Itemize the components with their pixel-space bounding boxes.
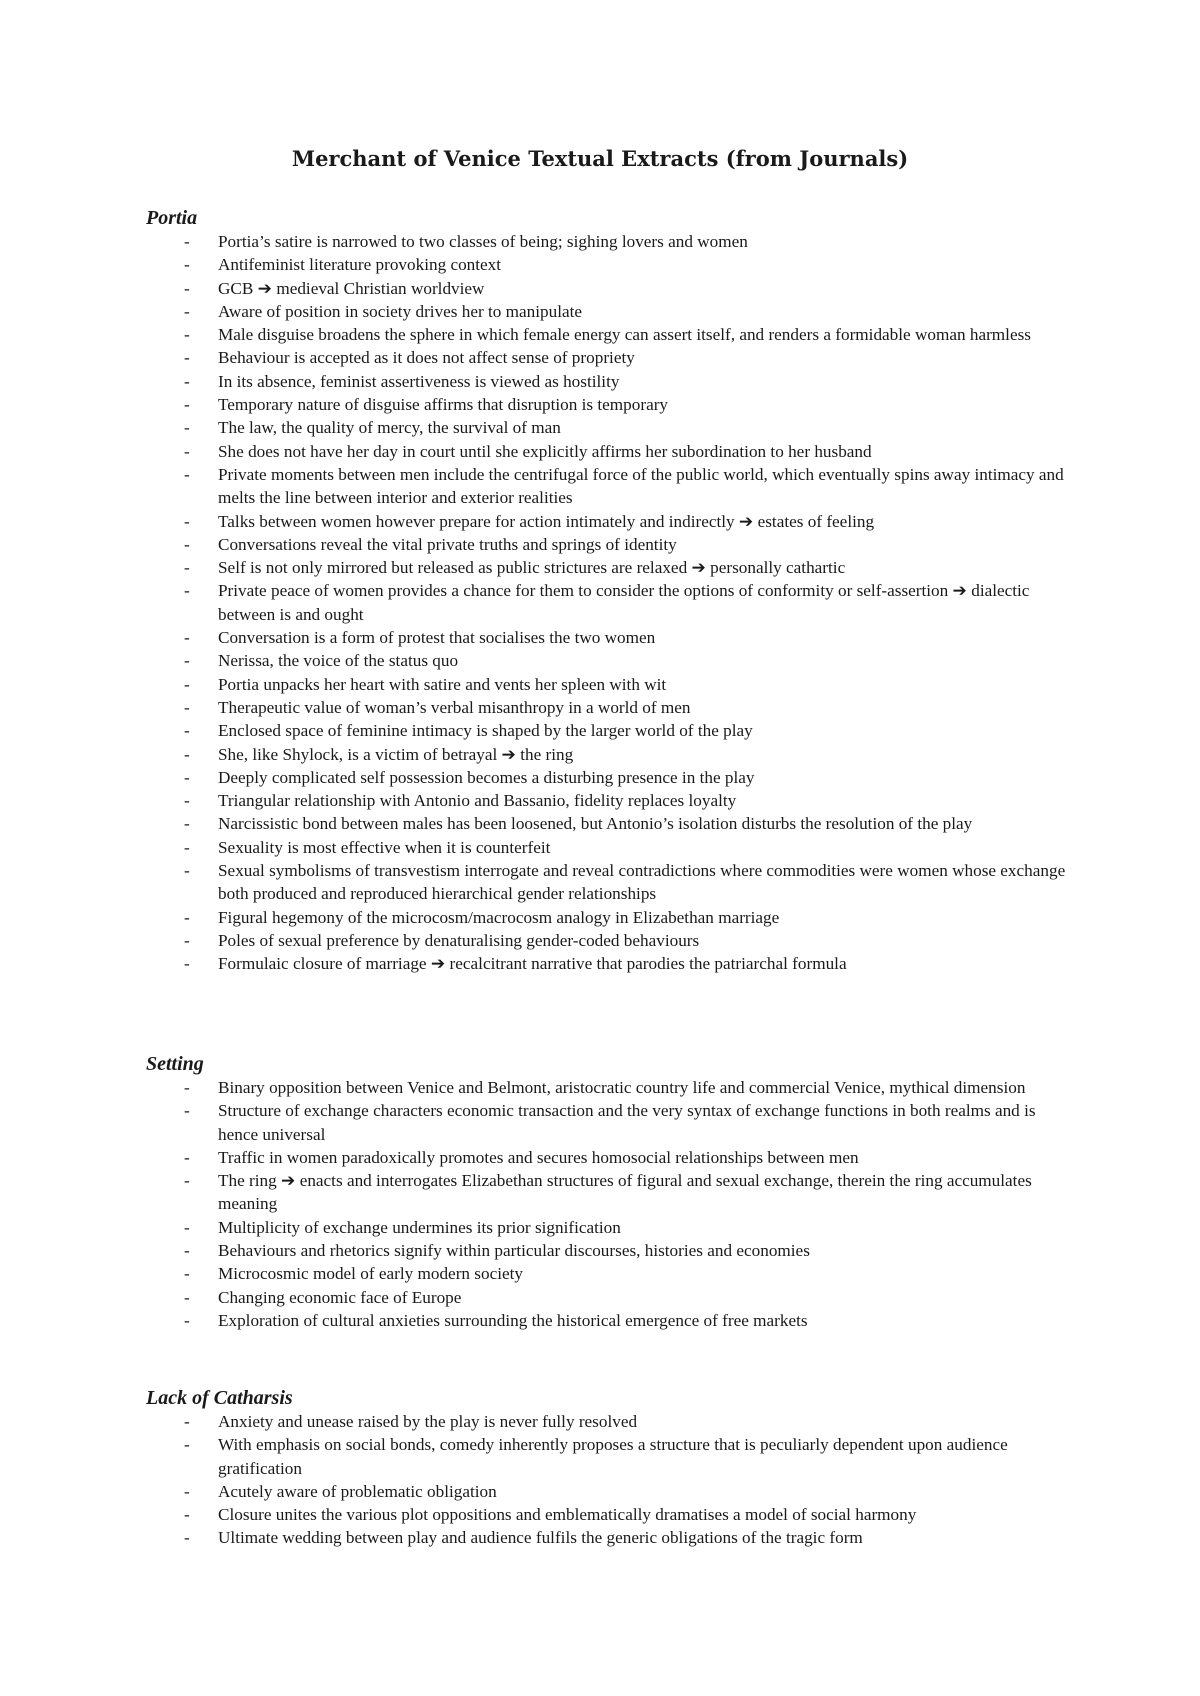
list-item-text: Conversations reveal the vital private truths and springs of identity [218,534,677,554]
section-heading-portia: Portia [146,207,198,229]
list-item-text: GCB ➔ medieval Christian worldview [218,278,485,298]
list-item-text: The ring ➔ enacts and interrogates Elizabethan structures of figural and sexual exchange, therein the ring accumulates meaning [218,1171,1032,1214]
list-item-text: Portia unpacks her heart with satire and vents her spleen with wit [218,674,667,694]
list-item [146,952,1066,975]
bullet-dash-icon: - [184,651,190,671]
section-lack-of-catharsis [146,1386,1066,1550]
document-title: Merchant of Venice Textual Extracts (from Journals) [291,146,909,171]
list-item [146,370,1066,393]
list-item [146,440,1066,463]
list-item-text: Sexuality is most effective when it is counterfeit [218,837,551,857]
list-item-text: Ultimate wedding between play and audience fulfils the generic obligations of the tragic form [218,1528,863,1548]
bullet-dash-icon: - [184,1481,190,1501]
bullet-dash-icon: - [184,558,190,578]
list-item-text: Triangular relationship with Antonio and Bassanio, fidelity replaces loyalty [218,791,737,811]
bullet-dash-icon: - [184,1217,190,1237]
list-item-text: Formulaic closure of marriage ➔ recalcitrant narrative that parodies the patriarchal formula [218,954,847,974]
catharsis-bullet-list [146,1410,1066,1550]
list-item-text: Male disguise broadens the sphere in which female energy can assert itself, and renders a formidable woman harmless [218,325,1031,345]
bullet-dash-icon: - [184,930,190,950]
list-item [146,1503,1066,1526]
list-item-text: Anxiety and unease raised by the play is never fully resolved [218,1412,638,1431]
list-item-text: Private moments between men include the centrifugal force of the public world, which eventually spins away intimacy and melts the line between interior and exterior realities [218,464,1064,508]
list-item-text: Traffic in women paradoxically promotes and secures homosocial relationships between men [218,1147,859,1167]
bullet-dash-icon: - [184,278,190,298]
list-item-text: She does not have her day in court until she explicitly affirms her subordination to her husband [218,441,872,461]
list-item [146,859,1066,906]
section-portia [146,206,1066,976]
list-item [146,510,1066,533]
list-item [146,1433,1066,1480]
list-item [146,673,1066,696]
list-item-text: Temporary nature of disguise affirms that disruption is temporary [218,395,669,415]
list-item [146,719,1066,742]
list-item [146,416,1066,439]
list-item-text: Narcissistic bond between males has been loosened, but Antonio’s isolation disturbs the resolution of the play [218,814,973,834]
list-item-text: Binary opposition between Venice and Belmont, aristocratic country life and commercial Venice, mythical dimension [218,1078,1026,1097]
list-item [146,253,1066,276]
list-item [146,346,1066,369]
bullet-dash-icon: - [184,395,190,415]
list-item [146,929,1066,952]
bullet-dash-icon: - [184,721,190,741]
list-item [146,1286,1066,1309]
section-setting [146,1052,1066,1332]
bullet-dash-icon: - [184,1264,190,1284]
bullet-dash-icon: - [184,348,190,368]
list-item [146,626,1066,649]
list-item-text: Self is not only mirrored but released as public strictures are relaxed ➔ personally cathartic [218,558,846,578]
bullet-dash-icon: - [184,232,190,251]
bullet-dash-icon: - [184,534,190,554]
bullet-dash-icon: - [184,1528,190,1548]
bullet-dash-icon: - [184,791,190,811]
list-item-text: Microcosmic model of early modern society [218,1264,523,1284]
list-item [146,1410,1066,1433]
bullet-dash-icon: - [184,674,190,694]
bullet-dash-icon: - [184,1435,190,1455]
bullet-dash-icon: - [184,1310,190,1330]
list-item [146,743,1066,766]
bullet-dash-icon: - [184,418,190,438]
list-item [146,649,1066,672]
list-item-text: Antifeminist literature provoking context [218,255,502,275]
list-item-text: Nerissa, the voice of the status quo [218,651,459,671]
list-item-text: With emphasis on social bonds, comedy inherently proposes a structure that is peculiarly dependent upon audience gratification [218,1435,1008,1478]
list-item-text: Talks between women however prepare for action intimately and indirectly ➔ estates of feeling [218,511,875,531]
list-item [146,300,1066,323]
list-item-text: Sexual symbolisms of transvestism interrogate and reveal contradictions where commodities were women whose exchange both produced and reproduced hierarchical gender relationships [218,861,1066,904]
bullet-dash-icon: - [184,581,190,601]
list-item-text: Therapeutic value of woman’s verbal misanthropy in a world of men [218,697,691,717]
list-item-text: Structure of exchange characters economic transaction and the very syntax of exchange functions in both realms and is hence universal [218,1101,1036,1144]
list-item [146,812,1066,835]
list-item-text: Conversation is a form of protest that socialises the two women [218,628,656,648]
list-item [146,1169,1066,1216]
list-item [146,696,1066,719]
bullet-dash-icon: - [184,837,190,857]
setting-bullet-list [146,1076,1066,1332]
list-item [146,579,1066,626]
list-item [146,1262,1066,1285]
list-item-text: Multiplicity of exchange undermines its prior signification [218,1217,621,1237]
list-item-text: Deeply complicated self possession becomes a disturbing presence in the play [218,767,755,787]
list-item [146,533,1066,556]
bullet-dash-icon: - [184,1505,190,1525]
list-item-text: Aware of position in society drives her to manipulate [218,301,583,321]
bullet-dash-icon: - [184,511,190,531]
bullet-dash-icon: - [184,954,190,974]
list-item-text: Closure unites the various plot oppositions and emblematically dramatises a model of social harmony [218,1505,917,1525]
bullet-dash-icon: - [184,628,190,648]
list-item [146,463,1066,510]
list-item [146,230,1066,253]
list-item-text: The law, the quality of mercy, the survival of man [218,418,561,438]
list-item-text: Poles of sexual preference by denaturalising gender-coded behaviours [218,930,700,950]
bullet-dash-icon: - [184,861,190,881]
bullet-dash-icon: - [184,1171,190,1191]
list-item-text: Figural hegemony of the microcosm/macrocosm analogy in Elizabethan marriage [218,907,780,927]
list-item-text: Changing economic face of Europe [218,1287,462,1307]
list-item-text: In its absence, feminist assertiveness is viewed as hostility [218,371,620,391]
portia-bullet-list [146,230,1066,976]
list-item-text: Behaviours and rhetorics signify within particular discourses, histories and economies [218,1241,810,1261]
bullet-dash-icon: - [184,1287,190,1307]
section-heading-setting: Setting [146,1053,204,1075]
bullet-dash-icon: - [184,767,190,787]
bullet-dash-icon: - [184,814,190,834]
list-item [146,1146,1066,1169]
bullet-dash-icon: - [184,441,190,461]
list-item [146,1480,1066,1503]
bullet-dash-icon: - [184,1101,190,1121]
bullet-dash-icon: - [184,1241,190,1261]
list-item [146,1239,1066,1262]
list-item-text: She, like Shylock, is a victim of betrayal ➔ the ring [218,744,574,764]
list-item [146,277,1066,300]
section-heading-lack-of-catharsis: Lack of Catharsis [146,1387,293,1409]
bullet-dash-icon: - [184,744,190,764]
list-item-text: Behaviour is accepted as it does not affect sense of propriety [218,348,635,368]
list-item [146,1216,1066,1239]
list-item [146,1099,1066,1146]
bullet-dash-icon: - [184,1412,190,1431]
bullet-dash-icon: - [184,1078,190,1097]
list-item [146,836,1066,859]
bullet-dash-icon: - [184,325,190,345]
list-item [146,906,1066,929]
list-item-text: Exploration of cultural anxieties surrounding the historical emergence of free markets [218,1310,808,1330]
list-item [146,393,1066,416]
list-item [146,1076,1066,1099]
bullet-dash-icon: - [184,464,190,484]
list-item [146,556,1066,579]
list-item [146,1309,1066,1332]
list-item [146,766,1066,789]
list-item [146,323,1066,346]
list-item [146,1526,1066,1549]
bullet-dash-icon: - [184,371,190,391]
bullet-dash-icon: - [184,907,190,927]
list-item-text: Acutely aware of problematic obligation [218,1481,497,1501]
list-item-text: Private peace of women provides a chance for them to consider the options of conformity or self-assertion ➔ dialectic between is and ought [218,581,1030,624]
bullet-dash-icon: - [184,697,190,717]
bullet-dash-icon: - [184,255,190,275]
list-item [146,789,1066,812]
list-item-text: Enclosed space of feminine intimacy is shaped by the larger world of the play [218,721,753,741]
bullet-dash-icon: - [184,301,190,321]
list-item-text: Portia’s satire is narrowed to two classes of being; sighing lovers and women [218,232,748,251]
bullet-dash-icon: - [184,1147,190,1167]
